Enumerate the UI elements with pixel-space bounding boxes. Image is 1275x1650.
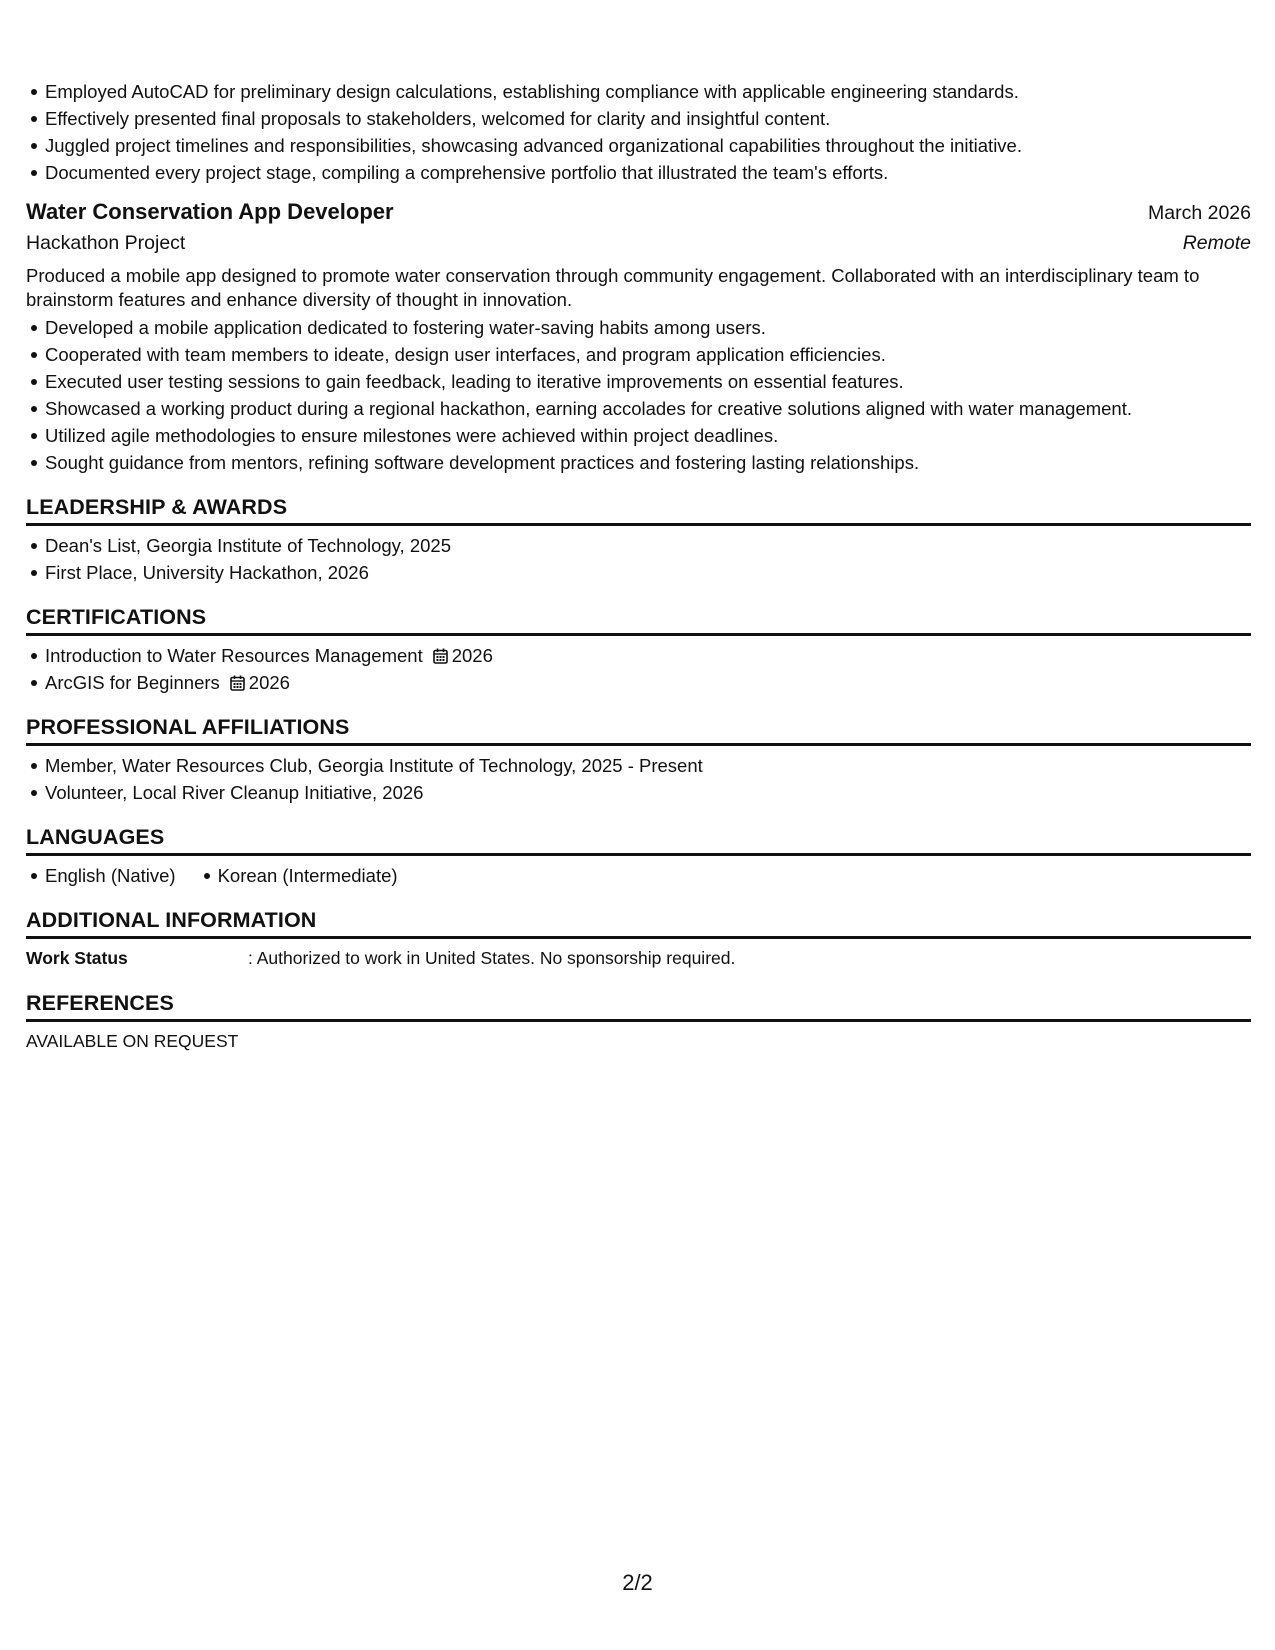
- affiliations-section: [26, 712, 1251, 806]
- list-item: First Place, University Hackathon, 2026: [45, 559, 1251, 586]
- certification-name: Introduction to Water Resources Management: [45, 645, 423, 666]
- project-org: Hackathon Project: [26, 232, 186, 254]
- section-heading: PROFESSIONAL AFFILIATIONS: [26, 712, 1251, 746]
- list-item: Documented every project stage, compiling a comprehensive portfolio that illustrated the team's efforts.: [45, 159, 1251, 186]
- list-item: Developed a mobile application dedicated to fostering water-saving habits among users.: [45, 314, 1251, 341]
- page-number: 2/2: [622, 1570, 653, 1595]
- leadership-list: [26, 532, 1251, 586]
- list-item: Cooperated with team members to ideate, design user interfaces, and program application efficiencies.: [45, 341, 1251, 368]
- references-text: AVAILABLE ON REQUEST: [26, 1031, 239, 1051]
- project-description: Produced a mobile app designed to promote water conservation through community engagement. Collaborated with an interdisciplinary team to brainstorm features and enhance diversity of thought in innovation.: [26, 265, 1200, 310]
- project-bullets: [26, 314, 1251, 476]
- certifications-list: [26, 642, 1251, 696]
- project-subheader: [26, 228, 1251, 258]
- languages-section: [26, 822, 1251, 889]
- additional-info-section: [26, 905, 1251, 972]
- list-item: Korean (Intermediate): [218, 862, 398, 889]
- list-item: Effectively presented final proposals to stakeholders, welcomed for clarity and insightful content.: [45, 105, 1251, 132]
- section-heading: REFERENCES: [26, 988, 1251, 1022]
- list-item: Volunteer, Local River Cleanup Initiative, 2026: [45, 779, 1251, 806]
- calendar-icon: [230, 675, 245, 691]
- work-status-label: Work Status: [26, 948, 128, 968]
- list-item: English (Native): [45, 862, 176, 889]
- prev-entry-bullets: [26, 78, 1251, 186]
- languages-list: [26, 862, 1251, 889]
- project-date: March 2026: [1148, 202, 1251, 224]
- list-item: Juggled project timelines and responsibilities, showcasing advanced organizational capabilities throughout the initiative.: [45, 132, 1251, 159]
- project-title: Water Conservation App Developer: [26, 199, 394, 224]
- calendar-icon: [433, 648, 448, 664]
- list-item: [45, 642, 1251, 669]
- references-section: [26, 988, 1251, 1055]
- certification-year: 2026: [451, 645, 493, 666]
- list-item: Employed AutoCAD for preliminary design calculations, establishing compliance with applicable engineering standards.: [45, 78, 1251, 105]
- certification-name: ArcGIS for Beginners: [45, 672, 220, 693]
- project-location: Remote: [1182, 232, 1251, 254]
- section-heading: CERTIFICATIONS: [26, 602, 1251, 636]
- project-header: [26, 196, 1251, 228]
- list-item: Dean's List, Georgia Institute of Technology, 2025: [45, 532, 1251, 559]
- project-entry: [26, 196, 1251, 476]
- section-heading: LANGUAGES: [26, 822, 1251, 856]
- list-item: [45, 669, 1251, 696]
- work-status-value: : Authorized to work in United States. No sponsorship required.: [248, 948, 736, 968]
- resume-page: [26, 78, 1251, 1055]
- section-heading: ADDITIONAL INFORMATION: [26, 905, 1251, 939]
- affiliations-list: [26, 752, 1251, 806]
- list-item: Member, Water Resources Club, Georgia Institute of Technology, 2025 - Present: [45, 752, 1251, 779]
- section-heading: LEADERSHIP & AWARDS: [26, 492, 1251, 526]
- certifications-section: [26, 602, 1251, 696]
- list-item: Sought guidance from mentors, refining software development practices and fostering lasting relationships.: [45, 449, 1251, 476]
- certification-year: 2026: [248, 672, 290, 693]
- list-item: Utilized agile methodologies to ensure milestones were achieved within project deadlines.: [45, 422, 1251, 449]
- leadership-section: [26, 492, 1251, 586]
- work-status-row: [26, 945, 1251, 972]
- list-item: Executed user testing sessions to gain feedback, leading to iterative improvements on essential features.: [45, 368, 1251, 395]
- list-item: Showcased a working product during a regional hackathon, earning accolades for creative solutions aligned with water management.: [45, 395, 1251, 422]
